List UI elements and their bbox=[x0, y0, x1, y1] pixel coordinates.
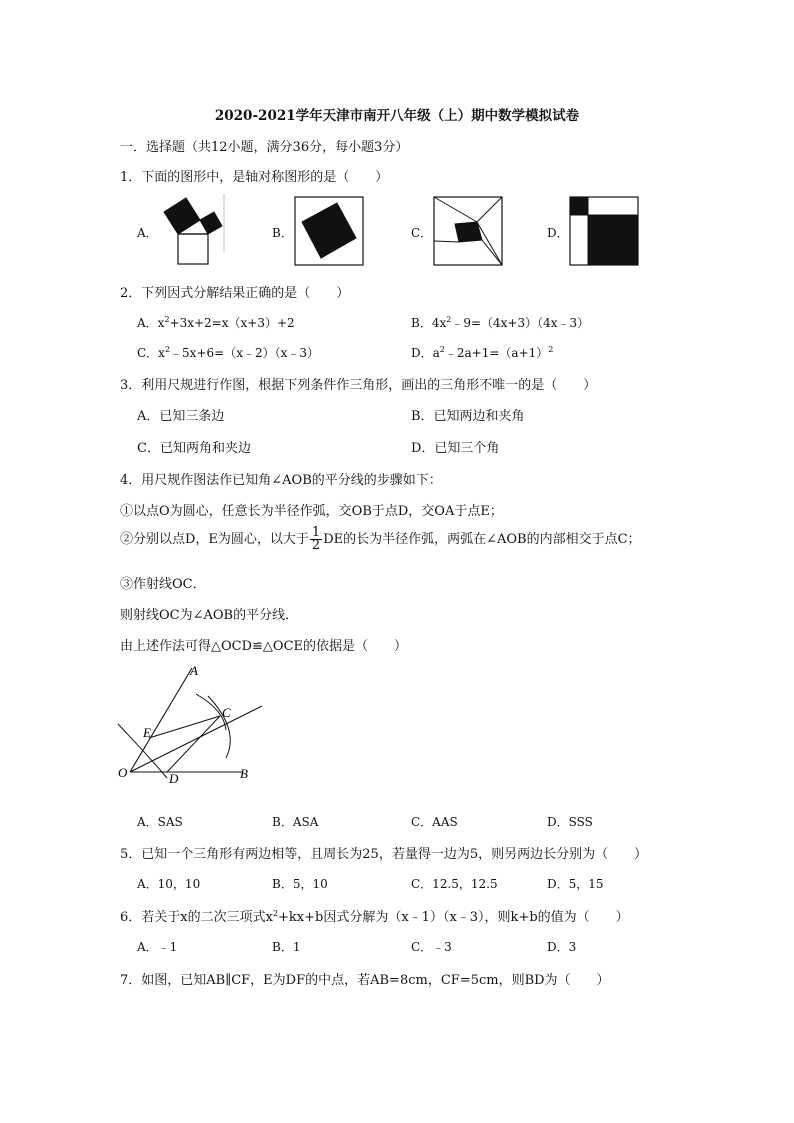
q1-option-d-label: D． bbox=[547, 226, 569, 240]
q4-option-a: A．SAS bbox=[137, 815, 183, 829]
q1-stem: 1．下面的图形中，是轴对称图形的是（ ） bbox=[120, 170, 389, 185]
q4-option-b: B．ASA bbox=[272, 815, 319, 829]
q6-option-a: A．﹣1 bbox=[137, 940, 178, 954]
q4-question: 由上述作法可得△OCD≌△OCE的依据是（ ） bbox=[120, 639, 408, 654]
q2-option-a: A．$x^2+3x+2=x(x+3)+2$ bbox=[137, 315, 295, 330]
fig-label-e: E bbox=[143, 725, 151, 740]
q5-option-b: B．5，10 bbox=[272, 877, 328, 891]
q4-step-3: ③作射线OC． bbox=[120, 577, 206, 592]
q2-option-d: D．$a^2﹣2a+1=(a+1)^2$ bbox=[411, 345, 554, 360]
q5-option-a: A．10，10 bbox=[137, 877, 201, 891]
q1-option-a-label: A． bbox=[137, 226, 158, 240]
fig-label-c: C bbox=[222, 705, 231, 720]
q3-option-d: D．已知三个角 bbox=[411, 441, 500, 456]
q4-conclusion: 则射线OC为∠AOB的平分线． bbox=[120, 608, 299, 623]
q2-option-b: B．$4x^2﹣9=(4x+3)(4x﹣3)$ bbox=[411, 315, 590, 330]
q2-stem: 2．下列因式分解结果正确的是（ ） bbox=[120, 286, 350, 301]
q1-option-b-label: B． bbox=[272, 226, 293, 240]
q6-stem: 6．若关于x的二次三项式$x^2+kx+b$因式分解为（x﹣1）（x﹣3），则k+b的值为（ ） bbox=[120, 909, 629, 925]
q4-option-d: D．SSS bbox=[547, 815, 593, 829]
q3-option-b: B．已知两边和夹角 bbox=[411, 409, 525, 424]
q5-option-d: D．5，15 bbox=[547, 877, 604, 891]
q6-option-b: B．1 bbox=[272, 940, 301, 954]
q1-figure-a bbox=[160, 192, 230, 267]
fraction-half: $\frac{1}{2}$ bbox=[311, 525, 321, 553]
q3-option-a: A．已知三条边 bbox=[137, 409, 225, 424]
q2-option-c: C．$x^2﹣5x+6=(x﹣2)(x﹣3)$ bbox=[137, 345, 319, 360]
q4-bisector-figure bbox=[112, 660, 272, 788]
q3-option-c: C．已知两角和夹边 bbox=[137, 441, 251, 456]
section-heading: 一．选择题（共12小题，满分36分，每小题3分） bbox=[120, 140, 409, 155]
fig-label-d: D bbox=[169, 771, 179, 786]
q4-option-c: C．AAS bbox=[411, 815, 458, 829]
fig-label-b: B bbox=[240, 766, 248, 781]
q4-step-2: ②分别以点D，E为圆心，以大于 $\frac{1}{2}$ DE的长为半径作弧，两弧在∠AOB的内部相交于点C； bbox=[120, 525, 641, 553]
page-title: 2020-2021学年天津市南开八年级（上）期中数学模拟试卷 bbox=[214, 108, 580, 124]
q1-option-c-label: C． bbox=[411, 226, 433, 240]
q4-step-1: ①以点O为圆心，任意长为半径作弧，交OB于点D，交OA于点E； bbox=[120, 504, 503, 519]
fig-label-o: O bbox=[118, 765, 128, 780]
q6-option-d: D．3 bbox=[547, 940, 577, 954]
fig-label-a: A bbox=[190, 663, 198, 678]
q5-stem: 5．已知一个三角形有两边相等，且周长为25，若量得一边为5，则另两边长分别为（ ） bbox=[120, 847, 648, 862]
q1-figure-b bbox=[294, 196, 366, 268]
q3-stem: 3．利用尺规进行作图，根据下列条件作三角形，画出的三角形不唯一的是（ ） bbox=[120, 378, 597, 393]
q1-figure-d bbox=[569, 196, 641, 268]
q6-option-c: C．﹣3 bbox=[411, 940, 452, 954]
q1-figure-c bbox=[433, 196, 505, 268]
q7-stem: 7．如图，已知AB∥CF，E为DF的中点，若AB=8cm，CF=5cm，则BD为（ ） bbox=[120, 973, 610, 988]
q5-option-c: C．12.5，12.5 bbox=[411, 877, 498, 891]
q4-stem: 4．用尺规作图法作已知角∠AOB的平分线的步骤如下： bbox=[120, 473, 442, 488]
